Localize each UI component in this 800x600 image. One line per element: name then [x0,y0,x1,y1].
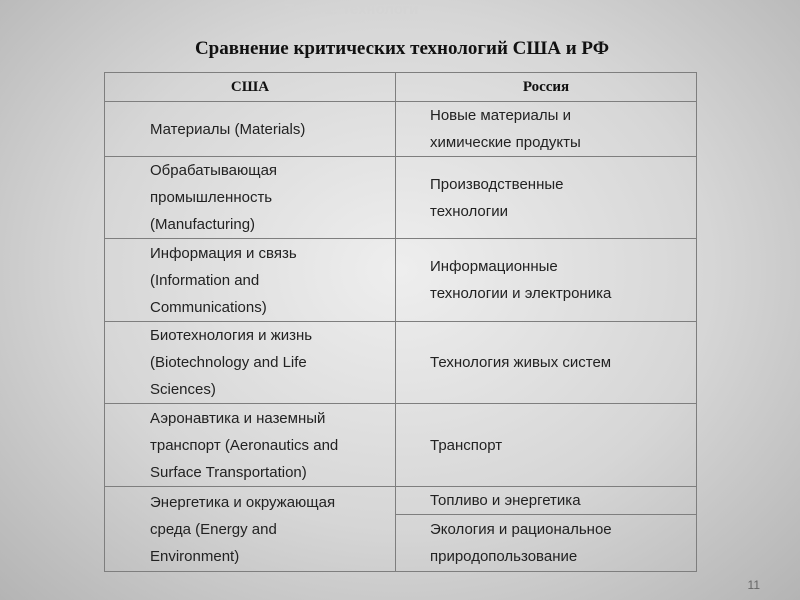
usa-technology: Аэронавтика и наземный транспорт (Aeronautics and Surface Transportation) [150,409,339,481]
russia-cell [396,404,697,487]
table-row [105,239,697,322]
page-number: 11 [747,578,760,592]
russia-cell [396,322,697,404]
russia-technology: Топливо и энергетика [430,492,581,509]
comparison-table [104,72,697,572]
table-row [105,487,697,515]
usa-technology: Энергетика и окружающая среда (Energy and Environment) [150,493,336,565]
russia-technology: Производственные технологии [430,175,564,220]
usa-cell [105,487,396,572]
russia-technology: Технология живых систем [430,354,612,371]
slide-topic-header: Тема 1. Технологи [285,1,419,18]
russia-cell [396,487,697,515]
russia-cell [396,157,697,239]
usa-cell [105,404,396,487]
russia-technology: Транспорт [430,436,503,454]
usa-cell [105,322,396,404]
usa-technology: Биотехнология и жизнь (Biotechnology and Life Sciences) [150,327,313,398]
table-row [105,157,697,239]
russia-cell [396,102,697,157]
column-header-russia: Россия [396,73,697,102]
usa-technology: Информация и связь (Information and Communications) [150,244,297,316]
russia-technology: Новые материалы и химические продукты [430,107,581,151]
usa-cell [105,157,396,239]
column-header-usa: США [105,73,396,102]
russia-technology: Информационные технологии и электроника [430,258,612,302]
table-row [105,404,697,487]
table-header-row [105,73,697,102]
russia-cell [396,239,697,322]
usa-technology: Материалы (Materials) [150,120,306,138]
table-row [105,102,697,157]
usa-technology: Обрабатывающая промышленность (Manufacturing) [150,162,278,233]
table-row [105,322,697,404]
usa-cell [105,102,396,157]
russia-technology: Экология и рациональное природопользование [430,521,612,565]
russia-cell [396,515,697,572]
usa-cell [105,239,396,322]
slide-title: Сравнение критических технологий США и РФ [194,38,610,59]
